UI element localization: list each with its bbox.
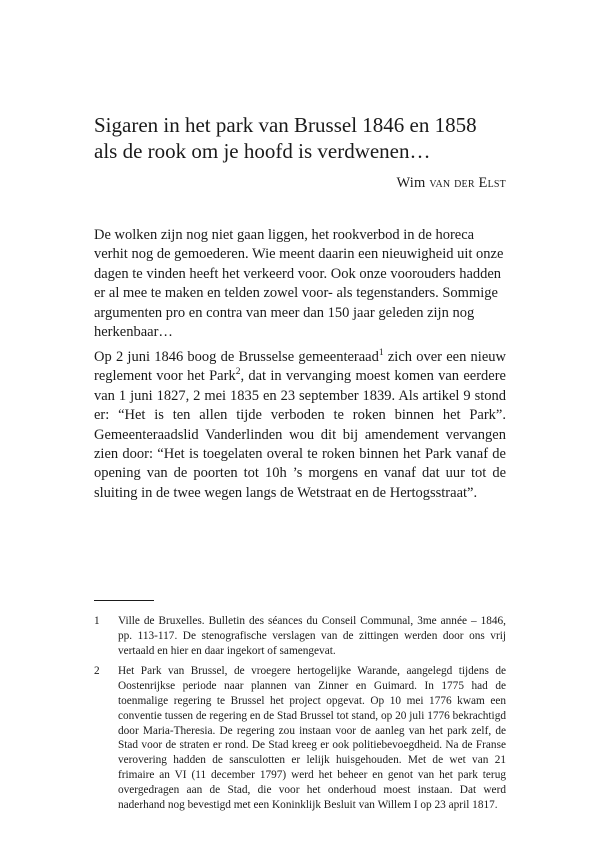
- article-title: [94, 112, 534, 164]
- author-name: [396, 175, 506, 192]
- paragraph-text: , dat in vervanging moest komen van eerdere van 1 juni 1827, 2 mei 1835 en 23 september 1839. Als artikel 9 stond er: “Het is ten allen tijde verboden te roken binnen het Park”. Gemeenteraadslid Vanderlinden wou dit bij amendement vervangen zien door: “Het is toegelaten overal te roken binnen het Park vanaf de opening van de poorten tot 10h ’s morgens en vanaf dat uur tot de sluiting in de twee wegen langs de Wetstraat en de Hertogsstraat”.: [94, 368, 506, 501]
- author-last-name: van der Elst: [429, 175, 506, 191]
- footnote-number: 2: [94, 665, 100, 678]
- title-line-1: Sigaren in het park van Brussel 1846 en 1858: [94, 113, 477, 137]
- footnote-item: [94, 614, 506, 658]
- footnotes: [94, 614, 506, 818]
- footnote-item: [94, 664, 506, 812]
- body-paragraph: [94, 348, 506, 503]
- intro-paragraph: De wolken zijn nog niet gaan liggen, het rookverbod in de horeca verhit nog de gemoederen. Wie meent daarin een nieuwigheid uit onze dagen te vinden heeft het verkeerd voor. Ook onze voorouders hadden er al mee te maken en telden zowel voor- als tegenstanders. Sommige argumenten pro en contra van meer dan 150 jaar geleden zijn nog herkenbaar…: [94, 227, 504, 341]
- title-line-2: als de rook om je hoofd is verdwenen…: [94, 139, 431, 163]
- footnote-ref-2[interactable]: 2: [235, 367, 241, 378]
- footnote-text: Het Park van Brussel, de vroegere hertogelijke Warande, aangelegd tijdens de Oostenrijkse periode naar plannen van Zinner en Guimard. In 1775 had de toenmalige regering te Brussel het project opgevat. Op 10 mei 1776 kwam een conventie tussen de regering en de Stad Brussel tot stand, op 20 juli 1776 bekrachtigd door Maria-Theresia. De regering zou instaan voor de aanleg van het park zelf, de Stad voor de straten er rond. De Stad kreeg er ook politiebevoegdheid. Na de Franse verovering hadden de sansculotten er lelijk huisgehouden. Met de wet van 21 frimaire an VI (11 december 1797) werd het beheer en genot van het park terug overgedragen aan de Stad, die voor het onderhoud moest instaan. Dat werd naderhand nog bevestigd met een Koninklijk Besluit van Willem I op 23 april 1817.: [118, 665, 506, 811]
- footnote-divider: [94, 600, 154, 601]
- paragraph-text: Op 2 juni 1846 boog de Brusselse gemeenteraad: [94, 349, 379, 365]
- footnote-text: Ville de Bruxelles. Bulletin des séances du Conseil Communal, 3me année – 1846, pp. 113-117. De stenografische verslagen van de zittingen werden door ons vrij vertaald en hier en daar ingekort of samengevat.: [118, 615, 506, 657]
- author-first-name: Wim: [396, 175, 426, 191]
- footnote-number: 1: [94, 615, 100, 627]
- footnote-ref-1[interactable]: 1: [378, 348, 384, 358]
- paragraph-text: zich over een nieuw reglement voor het Park: [94, 349, 506, 385]
